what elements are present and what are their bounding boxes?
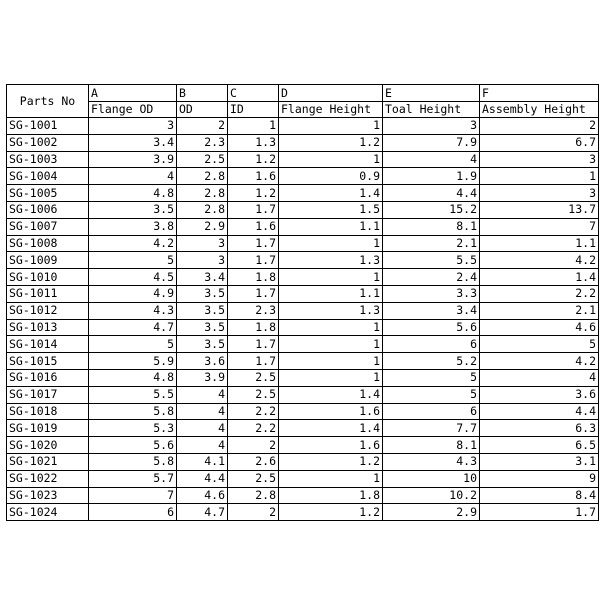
table-row <box>7 235 599 252</box>
flange-height-cell: 1.8 <box>279 487 383 504</box>
part-number-cell: SG-1002 <box>7 134 89 151</box>
flange-height-cell: 1 <box>279 151 383 168</box>
assembly-height-cell: 13.7 <box>480 201 599 218</box>
column-letter-b: B <box>177 85 228 102</box>
flange-od-cell: 4.3 <box>89 302 177 319</box>
flange-od-cell: 4.7 <box>89 319 177 336</box>
part-number-cell: SG-1014 <box>7 336 89 353</box>
flange-od-cell: 7 <box>89 487 177 504</box>
assembly-height-cell: 6.5 <box>480 437 599 454</box>
flange-od-cell: 4 <box>89 168 177 185</box>
column-name-od: OD <box>177 101 228 118</box>
table-row <box>7 319 599 336</box>
total-height-cell: 4.3 <box>383 453 480 470</box>
id-cell: 1.7 <box>228 285 279 302</box>
od-cell: 4 <box>177 420 228 437</box>
od-cell: 4.1 <box>177 453 228 470</box>
parts-table <box>6 84 599 521</box>
total-height-cell: 8.1 <box>383 437 480 454</box>
flange-height-cell: 1.1 <box>279 285 383 302</box>
table-row <box>7 134 599 151</box>
part-number-cell: SG-1011 <box>7 285 89 302</box>
part-number-cell: SG-1023 <box>7 487 89 504</box>
total-height-cell: 8.1 <box>383 218 480 235</box>
assembly-height-cell: 3.6 <box>480 386 599 403</box>
part-number-cell: SG-1019 <box>7 420 89 437</box>
flange-od-cell: 3.9 <box>89 151 177 168</box>
assembly-height-cell: 4.2 <box>480 252 599 269</box>
assembly-height-cell: 3 <box>480 151 599 168</box>
assembly-height-cell: 1.1 <box>480 235 599 252</box>
column-letter-f: F <box>480 85 599 102</box>
id-cell: 2.5 <box>228 369 279 386</box>
assembly-height-cell: 8.4 <box>480 487 599 504</box>
od-cell: 2 <box>177 118 228 135</box>
assembly-height-cell: 1.7 <box>480 504 599 521</box>
total-height-cell: 4 <box>383 151 480 168</box>
column-name-flange-od: Flange OD <box>89 101 177 118</box>
flange-height-cell: 1.2 <box>279 134 383 151</box>
flange-od-cell: 5.3 <box>89 420 177 437</box>
id-cell: 2.8 <box>228 487 279 504</box>
od-cell: 2.5 <box>177 151 228 168</box>
od-cell: 4.6 <box>177 487 228 504</box>
assembly-height-cell: 4.2 <box>480 353 599 370</box>
flange-od-cell: 4.8 <box>89 369 177 386</box>
total-height-cell: 2.4 <box>383 269 480 286</box>
id-cell: 1.2 <box>228 151 279 168</box>
table-row <box>7 336 599 353</box>
od-cell: 3.5 <box>177 285 228 302</box>
flange-od-cell: 5.6 <box>89 437 177 454</box>
assembly-height-cell: 3 <box>480 185 599 202</box>
flange-od-cell: 3.5 <box>89 201 177 218</box>
id-cell: 1 <box>228 118 279 135</box>
assembly-height-cell: 4.6 <box>480 319 599 336</box>
table-row <box>7 218 599 235</box>
table-row <box>7 386 599 403</box>
flange-height-cell: 1 <box>279 470 383 487</box>
assembly-height-cell: 2.1 <box>480 302 599 319</box>
total-height-cell: 10.2 <box>383 487 480 504</box>
flange-height-cell: 1.5 <box>279 201 383 218</box>
assembly-height-cell: 3.1 <box>480 453 599 470</box>
od-cell: 3.9 <box>177 369 228 386</box>
assembly-height-cell: 6.7 <box>480 134 599 151</box>
part-number-cell: SG-1007 <box>7 218 89 235</box>
table-row <box>7 168 599 185</box>
flange-od-cell: 5.8 <box>89 403 177 420</box>
part-number-cell: SG-1016 <box>7 369 89 386</box>
flange-height-cell: 1 <box>279 319 383 336</box>
od-cell: 3.5 <box>177 319 228 336</box>
total-height-cell: 5.5 <box>383 252 480 269</box>
id-cell: 2.2 <box>228 403 279 420</box>
assembly-height-cell: 9 <box>480 470 599 487</box>
id-cell: 2.3 <box>228 302 279 319</box>
total-height-cell: 2.1 <box>383 235 480 252</box>
table-row <box>7 487 599 504</box>
part-number-cell: SG-1006 <box>7 201 89 218</box>
flange-od-cell: 4.9 <box>89 285 177 302</box>
total-height-cell: 4.4 <box>383 185 480 202</box>
parts-no-header: Parts No <box>7 85 89 118</box>
total-height-cell: 7.9 <box>383 134 480 151</box>
id-cell: 2 <box>228 437 279 454</box>
id-cell: 2.5 <box>228 386 279 403</box>
assembly-height-cell: 1.4 <box>480 269 599 286</box>
column-letter-a: A <box>89 85 177 102</box>
od-cell: 2.8 <box>177 201 228 218</box>
flange-height-cell: 1.1 <box>279 218 383 235</box>
flange-height-cell: 1 <box>279 336 383 353</box>
assembly-height-cell: 6.3 <box>480 420 599 437</box>
part-number-cell: SG-1021 <box>7 453 89 470</box>
id-cell: 1.7 <box>228 201 279 218</box>
table-row <box>7 185 599 202</box>
id-cell: 1.7 <box>228 235 279 252</box>
column-name-flange-height: Flange Height <box>279 101 383 118</box>
flange-height-cell: 1.2 <box>279 453 383 470</box>
flange-od-cell: 3.8 <box>89 218 177 235</box>
id-cell: 1.3 <box>228 134 279 151</box>
assembly-height-cell: 4 <box>480 369 599 386</box>
table-row <box>7 118 599 135</box>
od-cell: 2.9 <box>177 218 228 235</box>
part-number-cell: SG-1004 <box>7 168 89 185</box>
part-number-cell: SG-1020 <box>7 437 89 454</box>
id-cell: 2.2 <box>228 420 279 437</box>
id-cell: 2 <box>228 504 279 521</box>
flange-od-cell: 5.9 <box>89 353 177 370</box>
flange-od-cell: 3 <box>89 118 177 135</box>
total-height-cell: 3.4 <box>383 302 480 319</box>
flange-height-cell: 1.6 <box>279 437 383 454</box>
flange-od-cell: 6 <box>89 504 177 521</box>
flange-height-cell: 1 <box>279 369 383 386</box>
od-cell: 4.4 <box>177 470 228 487</box>
table-row <box>7 302 599 319</box>
header-row-letters <box>7 85 599 102</box>
column-letter-c: C <box>228 85 279 102</box>
part-number-cell: SG-1008 <box>7 235 89 252</box>
flange-od-cell: 3.4 <box>89 134 177 151</box>
flange-height-cell: 1 <box>279 118 383 135</box>
od-cell: 4.7 <box>177 504 228 521</box>
total-height-cell: 2.9 <box>383 504 480 521</box>
total-height-cell: 6 <box>383 336 480 353</box>
column-letter-e: E <box>383 85 480 102</box>
total-height-cell: 1.9 <box>383 168 480 185</box>
od-cell: 3 <box>177 252 228 269</box>
id-cell: 1.8 <box>228 269 279 286</box>
flange-od-cell: 5 <box>89 336 177 353</box>
flange-height-cell: 1.3 <box>279 252 383 269</box>
column-name-total-height: Toal Height <box>383 101 480 118</box>
header-row-names <box>7 101 599 118</box>
flange-od-cell: 5.7 <box>89 470 177 487</box>
od-cell: 3.6 <box>177 353 228 370</box>
part-number-cell: SG-1015 <box>7 353 89 370</box>
id-cell: 1.6 <box>228 168 279 185</box>
flange-od-cell: 5 <box>89 252 177 269</box>
total-height-cell: 3.3 <box>383 285 480 302</box>
od-cell: 4 <box>177 403 228 420</box>
flange-height-cell: 1 <box>279 269 383 286</box>
total-height-cell: 5.2 <box>383 353 480 370</box>
od-cell: 2.8 <box>177 168 228 185</box>
od-cell: 3 <box>177 235 228 252</box>
flange-height-cell: 1 <box>279 353 383 370</box>
table-row <box>7 453 599 470</box>
flange-height-cell: 1.4 <box>279 386 383 403</box>
part-number-cell: SG-1005 <box>7 185 89 202</box>
flange-height-cell: 1 <box>279 235 383 252</box>
flange-height-cell: 1.6 <box>279 403 383 420</box>
assembly-height-cell: 2 <box>480 118 599 135</box>
table-row <box>7 369 599 386</box>
table-row <box>7 151 599 168</box>
assembly-height-cell: 7 <box>480 218 599 235</box>
od-cell: 2.3 <box>177 134 228 151</box>
id-cell: 1.8 <box>228 319 279 336</box>
part-number-cell: SG-1012 <box>7 302 89 319</box>
assembly-height-cell: 4.4 <box>480 403 599 420</box>
part-number-cell: SG-1003 <box>7 151 89 168</box>
total-height-cell: 15.2 <box>383 201 480 218</box>
od-cell: 3.5 <box>177 302 228 319</box>
id-cell: 1.7 <box>228 353 279 370</box>
part-number-cell: SG-1001 <box>7 118 89 135</box>
total-height-cell: 7.7 <box>383 420 480 437</box>
id-cell: 1.7 <box>228 336 279 353</box>
flange-height-cell: 1.4 <box>279 420 383 437</box>
flange-height-cell: 1.4 <box>279 185 383 202</box>
table-row <box>7 201 599 218</box>
id-cell: 1.2 <box>228 185 279 202</box>
part-number-cell: SG-1010 <box>7 269 89 286</box>
total-height-cell: 5 <box>383 369 480 386</box>
id-cell: 2.5 <box>228 470 279 487</box>
table-row <box>7 470 599 487</box>
table-row <box>7 420 599 437</box>
total-height-cell: 5 <box>383 386 480 403</box>
total-height-cell: 10 <box>383 470 480 487</box>
table-row <box>7 353 599 370</box>
total-height-cell: 3 <box>383 118 480 135</box>
total-height-cell: 6 <box>383 403 480 420</box>
table-row <box>7 403 599 420</box>
table-row <box>7 437 599 454</box>
id-cell: 1.7 <box>228 252 279 269</box>
table-row <box>7 269 599 286</box>
table-row <box>7 252 599 269</box>
part-number-cell: SG-1009 <box>7 252 89 269</box>
od-cell: 4 <box>177 386 228 403</box>
part-number-cell: SG-1018 <box>7 403 89 420</box>
total-height-cell: 5.6 <box>383 319 480 336</box>
flange-height-cell: 1.2 <box>279 504 383 521</box>
assembly-height-cell: 5 <box>480 336 599 353</box>
flange-height-cell: 0.9 <box>279 168 383 185</box>
table-row <box>7 285 599 302</box>
flange-od-cell: 5.8 <box>89 453 177 470</box>
part-number-cell: SG-1017 <box>7 386 89 403</box>
flange-od-cell: 4.5 <box>89 269 177 286</box>
id-cell: 2.6 <box>228 453 279 470</box>
part-number-cell: SG-1013 <box>7 319 89 336</box>
flange-height-cell: 1.3 <box>279 302 383 319</box>
column-name-assembly-height: Assembly Height <box>480 101 599 118</box>
od-cell: 3.5 <box>177 336 228 353</box>
assembly-height-cell: 2.2 <box>480 285 599 302</box>
flange-od-cell: 5.5 <box>89 386 177 403</box>
column-name-id: ID <box>228 101 279 118</box>
id-cell: 1.6 <box>228 218 279 235</box>
parts-table-body <box>7 85 599 521</box>
part-number-cell: SG-1024 <box>7 504 89 521</box>
od-cell: 2.8 <box>177 185 228 202</box>
od-cell: 3.4 <box>177 269 228 286</box>
flange-od-cell: 4.8 <box>89 185 177 202</box>
assembly-height-cell: 1 <box>480 168 599 185</box>
flange-od-cell: 4.2 <box>89 235 177 252</box>
od-cell: 4 <box>177 437 228 454</box>
table-row <box>7 504 599 521</box>
part-number-cell: SG-1022 <box>7 470 89 487</box>
column-letter-d: D <box>279 85 383 102</box>
